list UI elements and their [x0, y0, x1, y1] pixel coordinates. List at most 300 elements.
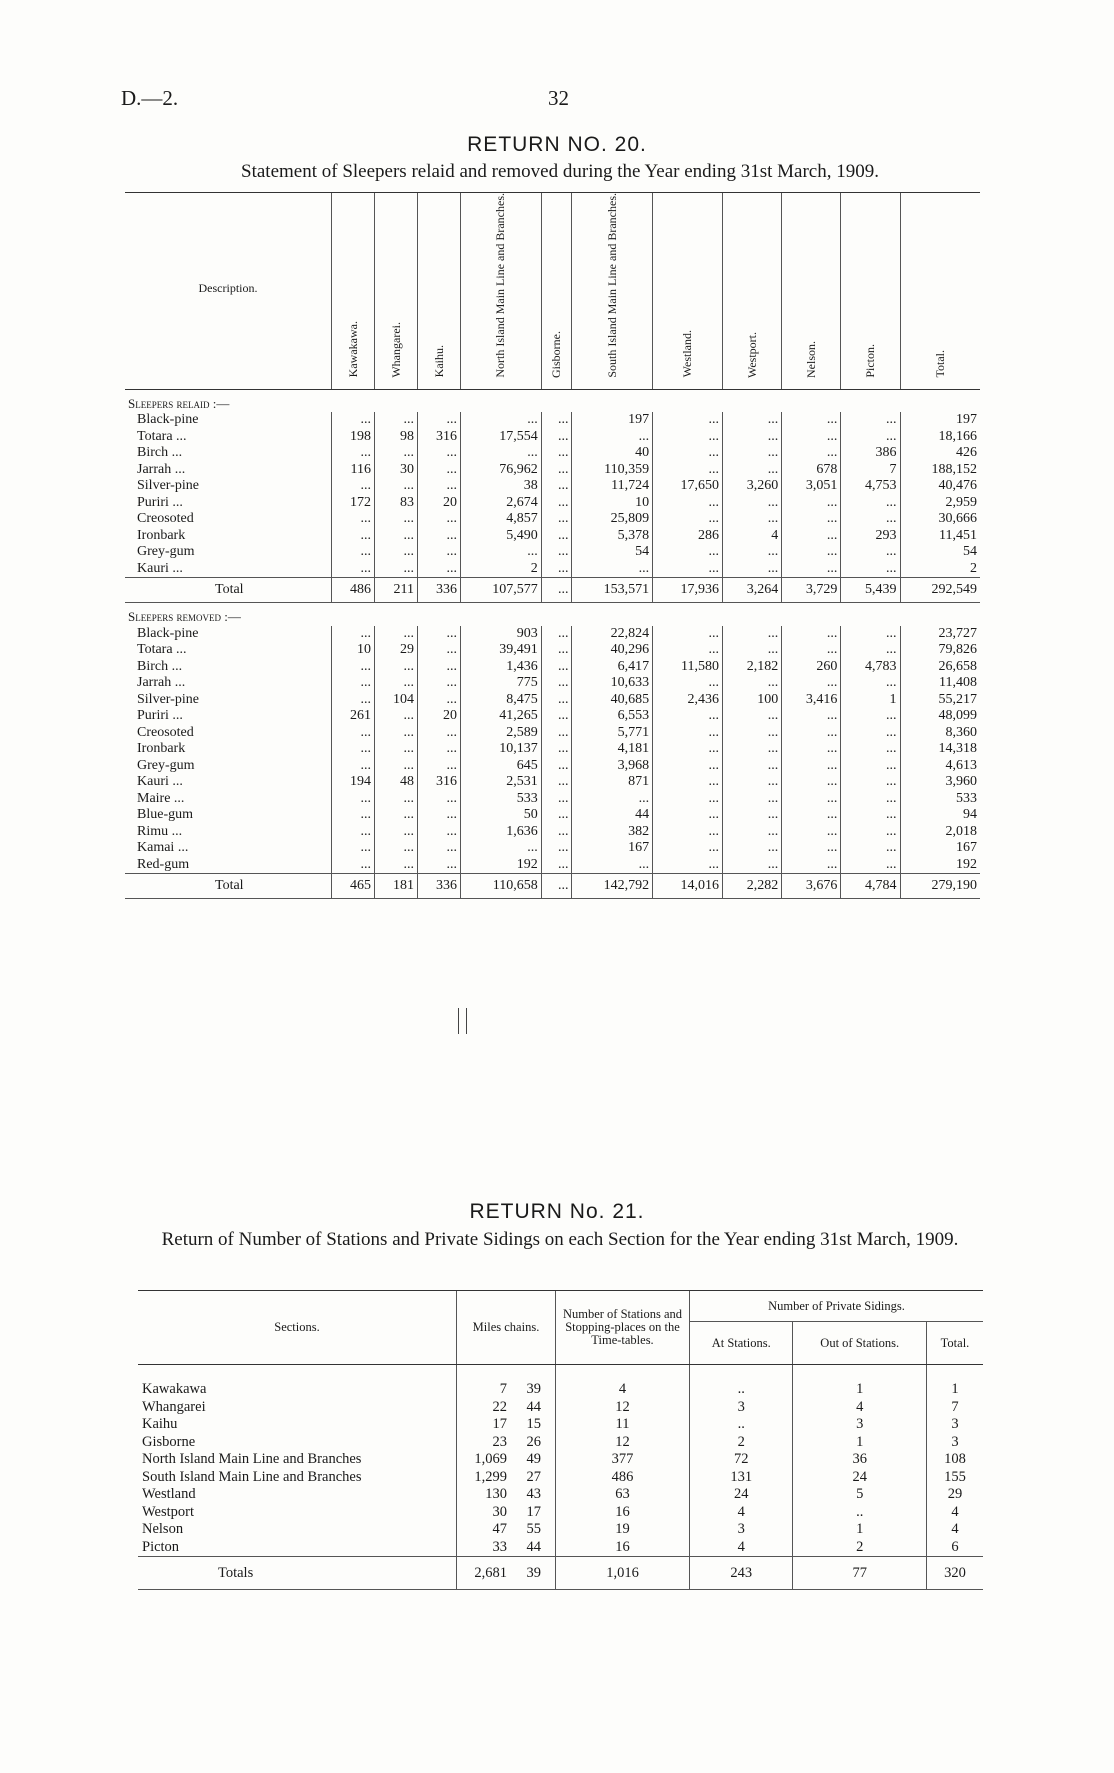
- cell-value: ...: [841, 774, 900, 791]
- cell-value: ...: [841, 857, 900, 874]
- table-row: [125, 412, 980, 429]
- cell-value: 131: [690, 1469, 793, 1487]
- miles-chains-cell: [457, 1416, 556, 1434]
- cell-value: ...: [723, 642, 782, 659]
- sections-header: Sections.: [138, 1291, 457, 1365]
- cell-value: 336: [418, 578, 461, 603]
- cell-value: ...: [841, 561, 900, 578]
- cell-value: ...: [723, 675, 782, 692]
- cell-value: ...: [841, 429, 900, 446]
- cell-value: 24: [793, 1469, 927, 1487]
- cell-value: ...: [461, 840, 542, 857]
- cell-value: 3,260: [723, 478, 782, 495]
- cell-value: ...: [541, 445, 572, 462]
- cell-value: 24: [690, 1486, 793, 1504]
- cell-value: 678: [782, 462, 841, 479]
- cell-value: 2,531: [461, 774, 542, 791]
- cell-value: 1,016: [556, 1557, 690, 1590]
- cell-value: 110,359: [572, 462, 653, 479]
- cell-value: ...: [782, 528, 841, 545]
- row-label: Maire ...: [137, 790, 185, 806]
- cell-value: ...: [723, 445, 782, 462]
- table-row: [125, 445, 980, 462]
- cell-value: ...: [723, 807, 782, 824]
- cell-value: ...: [723, 462, 782, 479]
- cell-value: 3,264: [723, 578, 782, 603]
- cell-value: ...: [841, 791, 900, 808]
- cell-value: ...: [375, 659, 418, 676]
- table-row: [125, 642, 980, 659]
- cell-value: 5,771: [572, 725, 653, 742]
- cell-value: ...: [782, 561, 841, 578]
- section-row: [138, 1399, 983, 1417]
- row-label: Rimu ...: [137, 823, 183, 839]
- cell-value: ...: [541, 578, 572, 603]
- cell-value: ...: [653, 725, 723, 742]
- row-label: Kauri ...: [137, 560, 183, 576]
- cell-value: ...: [332, 675, 375, 692]
- cell-value: ...: [841, 412, 900, 429]
- cell-value: 2: [461, 561, 542, 578]
- cell-value: ...: [332, 758, 375, 775]
- miles-chains-cell: [457, 1539, 556, 1557]
- cell-value: ...: [653, 675, 723, 692]
- cell-value: 30: [375, 462, 418, 479]
- cell-value: ...: [572, 857, 653, 874]
- cell-value: ...: [782, 412, 841, 429]
- cell-value: 23,727: [900, 626, 980, 643]
- cell-value: ...: [375, 758, 418, 775]
- cell-value: ...: [782, 708, 841, 725]
- cell-value: 1: [926, 1381, 983, 1399]
- cell-value: 4,613: [900, 758, 980, 775]
- cell-value: ...: [541, 675, 572, 692]
- row-label: Totara ...: [137, 428, 187, 444]
- cell-value: ...: [782, 824, 841, 841]
- cell-value: 4,181: [572, 741, 653, 758]
- cell-value: ...: [332, 412, 375, 429]
- cell-value: 192: [461, 857, 542, 874]
- cell-value: ...: [841, 511, 900, 528]
- cell-value: ...: [653, 626, 723, 643]
- cell-value: 12: [556, 1399, 690, 1417]
- table-row: [125, 528, 980, 545]
- cell-value: ..: [690, 1416, 793, 1434]
- cell-value: ...: [375, 478, 418, 495]
- cell-value: 25,809: [572, 511, 653, 528]
- cell-value: ...: [653, 758, 723, 775]
- miles-value: 1,069: [474, 1451, 507, 1468]
- cell-value: ...: [375, 675, 418, 692]
- cell-value: ...: [723, 791, 782, 808]
- cell-value: 100: [723, 692, 782, 709]
- cell-value: 54: [900, 544, 980, 561]
- cell-value: ...: [782, 626, 841, 643]
- column-header: Westland.: [653, 193, 723, 390]
- miles-chains-cell: [457, 1469, 556, 1487]
- cell-value: ..: [690, 1381, 793, 1399]
- cell-value: ...: [375, 412, 418, 429]
- cell-value: 3,729: [782, 578, 841, 603]
- cell-value: ...: [332, 824, 375, 841]
- section-name: Westport: [142, 1503, 194, 1520]
- cell-value: 336: [418, 874, 461, 899]
- cell-value: ...: [841, 725, 900, 742]
- miles-value: 17: [492, 1416, 507, 1433]
- cell-value: 3: [926, 1416, 983, 1434]
- table-row: [125, 824, 980, 841]
- section-heading: Sleepers removed :—: [128, 609, 241, 625]
- cell-value: ...: [541, 857, 572, 874]
- cell-value: ...: [723, 429, 782, 446]
- cell-value: 4,857: [461, 511, 542, 528]
- cell-value: ...: [332, 659, 375, 676]
- cell-value: 3,416: [782, 692, 841, 709]
- cell-value: 40,296: [572, 642, 653, 659]
- column-header: Nelson.: [782, 193, 841, 390]
- cell-value: 775: [461, 675, 542, 692]
- table-row: [125, 758, 980, 775]
- cell-value: ...: [841, 626, 900, 643]
- chains-value: 26: [526, 1433, 541, 1450]
- cell-value: ...: [723, 824, 782, 841]
- separator-mark: [458, 1008, 459, 1034]
- return-20-table: [125, 192, 980, 899]
- cell-value: ...: [418, 445, 461, 462]
- cell-value: 533: [900, 791, 980, 808]
- table-row: [125, 725, 980, 742]
- cell-value: ...: [418, 462, 461, 479]
- cell-value: ...: [841, 758, 900, 775]
- cell-value: 320: [926, 1557, 983, 1590]
- cell-value: 871: [572, 774, 653, 791]
- section-heading: Sleepers relaid :—: [128, 395, 230, 411]
- cell-value: 2,018: [900, 824, 980, 841]
- column-header: Gisborne.: [541, 193, 572, 390]
- row-label: Silver-pine: [137, 691, 199, 707]
- cell-value: 11: [556, 1416, 690, 1434]
- cell-value: 2,436: [653, 692, 723, 709]
- cell-value: ...: [653, 561, 723, 578]
- cell-value: 167: [572, 840, 653, 857]
- row-label: Creosoted: [137, 511, 194, 527]
- cell-value: 5,439: [841, 578, 900, 603]
- cell-value: 5,378: [572, 528, 653, 545]
- cell-value: ...: [653, 807, 723, 824]
- row-label: Jarrah ...: [137, 461, 186, 477]
- cell-value: 8,360: [900, 725, 980, 742]
- cell-value: 40: [572, 445, 653, 462]
- chains-value: 17: [526, 1503, 541, 1520]
- miles-value: 33: [492, 1538, 507, 1555]
- cell-value: 172: [332, 495, 375, 512]
- cell-value: ...: [782, 741, 841, 758]
- row-label: Totara ...: [137, 642, 187, 658]
- cell-value: 4,784: [841, 874, 900, 899]
- cell-value: ...: [541, 774, 572, 791]
- table-row: [125, 791, 980, 808]
- cell-value: ...: [332, 725, 375, 742]
- cell-value: ...: [841, 544, 900, 561]
- miles-chains-cell: [457, 1434, 556, 1452]
- cell-value: 3,676: [782, 874, 841, 899]
- cell-value: ...: [461, 445, 542, 462]
- cell-value: 83: [375, 495, 418, 512]
- cell-value: 6,553: [572, 708, 653, 725]
- cell-value: 279,190: [900, 874, 980, 899]
- cell-value: ...: [723, 774, 782, 791]
- cell-value: 382: [572, 824, 653, 841]
- return-21-title: RETURN No. 21.: [469, 1200, 645, 1223]
- cell-value: 16: [556, 1504, 690, 1522]
- cell-value: 386: [841, 445, 900, 462]
- section-name: Totals: [138, 1557, 457, 1590]
- cell-value: 41,265: [461, 708, 542, 725]
- cell-value: 4: [690, 1539, 793, 1557]
- row-label: Creosoted: [137, 724, 194, 740]
- cell-value: 18,166: [900, 429, 980, 446]
- total-header: Total.: [926, 1322, 983, 1365]
- chains-value: 27: [526, 1468, 541, 1485]
- cell-value: 155: [926, 1469, 983, 1487]
- cell-value: 1: [793, 1381, 927, 1399]
- cell-value: 465: [332, 874, 375, 899]
- cell-value: 11,451: [900, 528, 980, 545]
- cell-value: ...: [541, 824, 572, 841]
- table-row: [125, 807, 980, 824]
- cell-value: 4: [723, 528, 782, 545]
- cell-value: ...: [418, 725, 461, 742]
- row-label: Jarrah ...: [137, 675, 186, 691]
- section-name: Whangarei: [142, 1398, 206, 1415]
- cell-value: ...: [572, 429, 653, 446]
- cell-value: 36: [793, 1451, 927, 1469]
- cell-value: ...: [541, 840, 572, 857]
- column-header: Whangarei.: [375, 193, 418, 390]
- cell-value: ...: [418, 824, 461, 841]
- cell-value: 7: [926, 1399, 983, 1417]
- cell-value: 3,960: [900, 774, 980, 791]
- cell-value: ...: [418, 675, 461, 692]
- cell-value: ...: [418, 544, 461, 561]
- cell-value: 104: [375, 692, 418, 709]
- section-row: [138, 1504, 983, 1522]
- cell-value: 197: [900, 412, 980, 429]
- cell-value: 2,674: [461, 495, 542, 512]
- return-21-table: [138, 1290, 983, 1590]
- cell-value: ...: [541, 758, 572, 775]
- cell-value: ...: [332, 511, 375, 528]
- table-row: [125, 708, 980, 725]
- miles-chains-cell: [457, 1504, 556, 1522]
- cell-value: ...: [782, 642, 841, 659]
- cell-value: ...: [375, 626, 418, 643]
- cell-value: ...: [782, 675, 841, 692]
- row-label: Silver-pine: [137, 478, 199, 494]
- miles-value: 22: [492, 1398, 507, 1415]
- cell-value: ...: [418, 741, 461, 758]
- table-row: [125, 495, 980, 512]
- cell-value: ...: [541, 708, 572, 725]
- cell-value: 6: [926, 1539, 983, 1557]
- cell-value: 153,571: [572, 578, 653, 603]
- cell-value: 38: [461, 478, 542, 495]
- spacer-row: [138, 1365, 983, 1382]
- row-label: Total: [125, 874, 332, 899]
- cell-value: ...: [653, 544, 723, 561]
- miles-chains-cell: [457, 1557, 556, 1590]
- cell-value: ...: [653, 642, 723, 659]
- section-row: [138, 1381, 983, 1399]
- cell-value: ...: [541, 412, 572, 429]
- miles-value: 130: [485, 1486, 507, 1503]
- cell-value: ...: [541, 478, 572, 495]
- return-20-title: RETURN NO. 20.: [467, 133, 647, 156]
- cell-value: 167: [900, 840, 980, 857]
- section-name: South Island Main Line and Branches: [142, 1468, 362, 1485]
- cell-value: 26,658: [900, 659, 980, 676]
- cell-value: 6,417: [572, 659, 653, 676]
- cell-value: ...: [541, 741, 572, 758]
- cell-value: ...: [541, 511, 572, 528]
- cell-value: ...: [541, 874, 572, 899]
- cell-value: ...: [723, 495, 782, 512]
- cell-value: ...: [723, 758, 782, 775]
- cell-value: ...: [723, 857, 782, 874]
- private-sidings-header: Number of Private Sidings.: [690, 1291, 984, 1322]
- column-header: South Island Main Line and Branches.: [572, 193, 653, 390]
- cell-value: ...: [653, 495, 723, 512]
- section-name: Picton: [142, 1538, 180, 1555]
- separator-mark: [466, 1008, 467, 1034]
- cell-value: 50: [461, 807, 542, 824]
- cell-value: ...: [418, 478, 461, 495]
- cell-value: ...: [723, 626, 782, 643]
- cell-value: ..: [793, 1504, 927, 1522]
- cell-value: ...: [418, 692, 461, 709]
- cell-value: ...: [841, 642, 900, 659]
- cell-value: 1,636: [461, 824, 542, 841]
- row-label: Kamai ...: [137, 840, 189, 856]
- cell-value: ...: [541, 692, 572, 709]
- cell-value: ...: [375, 807, 418, 824]
- cell-value: 98: [375, 429, 418, 446]
- cell-value: 10: [332, 642, 375, 659]
- cell-value: 197: [572, 412, 653, 429]
- section-row: [138, 1469, 983, 1487]
- cell-value: 2: [793, 1539, 927, 1557]
- cell-value: 8,475: [461, 692, 542, 709]
- cell-value: ...: [653, 791, 723, 808]
- cell-value: 2,959: [900, 495, 980, 512]
- cell-value: ...: [541, 642, 572, 659]
- table-row: [125, 511, 980, 528]
- total-row: [125, 874, 980, 899]
- cell-value: ...: [418, 626, 461, 643]
- table-row: [125, 857, 980, 874]
- miles-chains-cell: [457, 1399, 556, 1417]
- miles-value: 1,299: [474, 1468, 507, 1485]
- cell-value: 72: [690, 1451, 793, 1469]
- table-row: [125, 544, 980, 561]
- chains-value: 39: [526, 1381, 541, 1398]
- cell-value: ...: [332, 561, 375, 578]
- table-row: [125, 561, 980, 578]
- cell-value: 1: [841, 692, 900, 709]
- cell-value: ...: [841, 675, 900, 692]
- cell-value: 3: [793, 1416, 927, 1434]
- cell-value: ...: [653, 462, 723, 479]
- cell-value: ...: [723, 708, 782, 725]
- cell-value: 94: [900, 807, 980, 824]
- table-row: [125, 626, 980, 643]
- table-row: [125, 478, 980, 495]
- miles-value: 23: [492, 1433, 507, 1450]
- section-row: [138, 1416, 983, 1434]
- cell-value: 261: [332, 708, 375, 725]
- cell-value: 17,650: [653, 478, 723, 495]
- cell-value: ...: [782, 725, 841, 742]
- document-reference: D.—2.: [121, 86, 179, 110]
- cell-value: ...: [332, 478, 375, 495]
- cell-value: 12: [556, 1434, 690, 1452]
- section-heading-row: [125, 603, 980, 626]
- cell-value: 3: [926, 1434, 983, 1452]
- cell-value: 20: [418, 495, 461, 512]
- cell-value: ...: [782, 495, 841, 512]
- row-label: Kauri ...: [137, 774, 183, 790]
- cell-value: 3,968: [572, 758, 653, 775]
- cell-value: 903: [461, 626, 542, 643]
- total-row: [125, 578, 980, 603]
- cell-value: ...: [723, 511, 782, 528]
- cell-value: ...: [418, 511, 461, 528]
- row-label: Black-pine: [137, 412, 199, 428]
- miles-value: 47: [492, 1521, 507, 1538]
- cell-value: ...: [723, 544, 782, 561]
- return-21-subtitle: Return of Number of Stations and Private Sidings on each Section for the Year ending 31st March, 1909.: [161, 1229, 959, 1250]
- cell-value: ...: [418, 791, 461, 808]
- chains-value: 15: [526, 1416, 541, 1433]
- cell-value: 181: [375, 874, 418, 899]
- cell-value: ...: [541, 429, 572, 446]
- stations-header: Number of Stations and Stopping-places on the Time-tables.: [556, 1291, 690, 1365]
- row-label: Total: [125, 578, 332, 603]
- column-header: Westport.: [723, 193, 782, 390]
- row-label: Ironbark: [137, 527, 186, 543]
- cell-value: 77: [793, 1557, 927, 1590]
- cell-value: ...: [653, 445, 723, 462]
- cell-value: ...: [723, 561, 782, 578]
- cell-value: ...: [653, 741, 723, 758]
- cell-value: ...: [723, 725, 782, 742]
- cell-value: ...: [332, 741, 375, 758]
- cell-value: ...: [375, 741, 418, 758]
- cell-value: ...: [375, 725, 418, 742]
- cell-value: 1: [793, 1434, 927, 1452]
- row-label: Puriri ...: [137, 494, 183, 510]
- section-name: Nelson: [142, 1521, 184, 1538]
- cell-value: ...: [541, 725, 572, 742]
- cell-value: 20: [418, 708, 461, 725]
- row-label: Black-pine: [137, 625, 199, 641]
- cell-value: ...: [782, 857, 841, 874]
- cell-value: 243: [690, 1557, 793, 1590]
- cell-value: 3,051: [782, 478, 841, 495]
- cell-value: ...: [723, 840, 782, 857]
- cell-value: ...: [332, 840, 375, 857]
- table-row: [125, 741, 980, 758]
